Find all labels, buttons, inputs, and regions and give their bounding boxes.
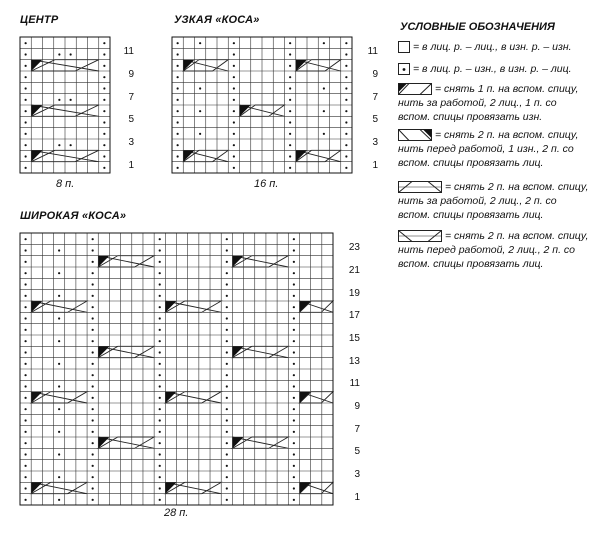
purl-dot	[345, 144, 347, 146]
purl-dot	[24, 306, 26, 308]
purl-dot	[289, 167, 291, 169]
purl-dot	[289, 65, 291, 67]
purl-dot	[92, 476, 94, 478]
legend-item-purl: = в лиц. р. – изн., в изн. р. – лиц.	[398, 62, 598, 76]
chart-grid-center	[19, 36, 111, 174]
legend-item-cross-2-2-front: = снять 2 п. на вспом. спицу, нить перед работой, 2 лиц., 2 п. со вспом. спицы провязать лиц.	[398, 230, 589, 270]
row-number: 9	[372, 69, 378, 80]
purl-dot	[226, 306, 228, 308]
purl-dot	[293, 442, 295, 444]
purl-dot	[24, 261, 26, 263]
purl-dot	[25, 144, 27, 146]
purl-dot	[92, 499, 94, 501]
purl-dot	[177, 144, 179, 146]
purl-dot	[345, 155, 347, 157]
purl-dot	[159, 431, 161, 433]
purl-dot	[24, 408, 26, 410]
purl-dot	[159, 272, 161, 274]
purl-dot	[92, 340, 94, 342]
purl-dot	[226, 453, 228, 455]
row-number: 11	[349, 378, 360, 390]
purl-dot	[103, 53, 105, 55]
purl-dot	[159, 351, 161, 353]
purl-dot	[24, 329, 26, 331]
purl-dot	[92, 385, 94, 387]
purl-dot	[289, 133, 291, 135]
purl-dot	[24, 283, 26, 285]
purl-dot	[177, 87, 179, 89]
row-number: 17	[348, 310, 360, 322]
purl-dot	[293, 385, 295, 387]
purl-dot	[92, 295, 94, 297]
purl-dot	[24, 465, 26, 467]
purl-dot	[58, 476, 60, 478]
purl-dot	[92, 453, 94, 455]
purl-dot	[226, 374, 228, 376]
purl-dot	[233, 53, 235, 55]
purl-dot	[233, 133, 235, 135]
purl-dot	[233, 167, 235, 169]
purl-dot	[289, 99, 291, 101]
purl-dot	[24, 487, 26, 489]
purl-dot	[25, 65, 27, 67]
purl-dot	[293, 374, 295, 376]
purl-dot	[92, 249, 94, 251]
purl-dot	[293, 431, 295, 433]
purl-dot	[58, 408, 60, 410]
stitch-count-wide-cable: 28 п.	[164, 507, 189, 519]
legend-item-cross-2-2-back: = снять 2 п. на вспом. спицу, нить за работой, 2 лиц., 2 п. со вспом. спицы провязать лиц.	[398, 181, 589, 221]
purl-dot	[24, 476, 26, 478]
cross-2-2-front-icon	[398, 230, 442, 242]
purl-dot	[289, 87, 291, 89]
cross-2-2-back-icon	[398, 181, 442, 193]
purl-dot	[25, 99, 27, 101]
purl-dot	[103, 110, 105, 112]
purl-dot	[159, 487, 161, 489]
purl-dot	[323, 110, 325, 112]
purl-dot	[177, 53, 179, 55]
stitch-count-center: 8 п.	[56, 178, 75, 190]
purl-dot	[289, 53, 291, 55]
row-labels-center	[112, 36, 134, 174]
row-number: 1	[372, 159, 378, 171]
cross-2-1-icon	[398, 129, 432, 141]
row-number: 15	[348, 333, 360, 344]
purl-dot	[58, 144, 60, 146]
purl-dot	[24, 397, 26, 399]
purl-dot	[226, 329, 228, 331]
purl-dot	[177, 133, 179, 135]
purl-dot	[226, 363, 228, 365]
purl-dot	[289, 121, 291, 123]
purl-dot	[58, 363, 60, 365]
purl-dot	[159, 419, 161, 421]
chart-title-center: ЦЕНТР	[20, 14, 59, 26]
purl-dot	[58, 295, 60, 297]
purl-dot	[159, 397, 161, 399]
purl-dot	[293, 283, 295, 285]
purl-dot	[177, 76, 179, 78]
purl-dot	[159, 408, 161, 410]
row-number: 11	[367, 46, 378, 58]
purl-dot	[58, 317, 60, 319]
purl-dot	[293, 351, 295, 353]
purl-dot	[103, 42, 105, 44]
purl-dot	[25, 121, 27, 123]
chart-grid-narrow-cable	[171, 36, 353, 174]
purl-dot	[293, 317, 295, 319]
purl-dot	[226, 238, 228, 240]
purl-dot	[233, 144, 235, 146]
purl-dot	[345, 76, 347, 78]
purl-dot	[58, 99, 60, 101]
purl-dot	[226, 340, 228, 342]
purl-dot	[25, 76, 27, 78]
purl-dot	[177, 42, 179, 44]
purl-dot	[177, 167, 179, 169]
purl-dot	[25, 110, 27, 112]
purl-dot	[177, 110, 179, 112]
purl-dot	[293, 295, 295, 297]
purl-dot	[92, 317, 94, 319]
row-number: 3	[128, 137, 134, 148]
purl-dot	[226, 351, 228, 353]
purl-dot	[293, 499, 295, 501]
row-number: 3	[354, 469, 360, 480]
legend-item-cross-2-1: = снять 2 п. на вспом. спицу, нить перед работой, 1 изн., 2 п. со вспом. спицы провязать лиц.	[398, 129, 579, 169]
purl-dot	[58, 453, 60, 455]
row-number: 5	[128, 114, 134, 126]
row-number: 9	[128, 69, 134, 80]
purl-dot	[103, 144, 105, 146]
purl-dot	[177, 121, 179, 123]
purl-dot	[345, 121, 347, 123]
row-number: 7	[354, 423, 360, 435]
purl-dot	[92, 261, 94, 263]
purl-dot	[289, 42, 291, 44]
purl-dot	[293, 465, 295, 467]
purl-dot	[24, 499, 26, 501]
purl-dot	[92, 419, 94, 421]
purl-dot	[92, 374, 94, 376]
purl-dot	[293, 306, 295, 308]
purl-dot	[226, 476, 228, 478]
purl-dot	[103, 155, 105, 157]
purl-dot	[24, 431, 26, 433]
purl-dot	[293, 340, 295, 342]
purl-dot	[58, 385, 60, 387]
purl-dot	[293, 419, 295, 421]
purl-dot	[24, 442, 26, 444]
purl-dot	[159, 306, 161, 308]
purl-dot	[24, 419, 26, 421]
stitch-count-narrow-cable: 16 п.	[254, 178, 279, 190]
purl-dot	[293, 453, 295, 455]
purl-dot	[24, 351, 26, 353]
purl-dot	[199, 87, 201, 89]
legend-item-cross-1-1: = снять 1 п. на вспом. спицу, нить за работой, 2 лиц., 1 п. со вспом. спицы провязать изн.	[398, 83, 579, 123]
purl-dot	[293, 249, 295, 251]
purl-dot	[70, 144, 72, 146]
purl-dot	[345, 87, 347, 89]
purl-dot	[323, 133, 325, 135]
purl-dot	[233, 65, 235, 67]
purl-dot	[293, 397, 295, 399]
row-number: 1	[128, 159, 134, 171]
chart-title-wide-cable: ШИРОКАЯ «КОСА»	[20, 210, 127, 222]
purl-dot	[159, 238, 161, 240]
purl-dot	[103, 133, 105, 135]
purl-dot	[24, 238, 26, 240]
dot-cell-icon	[398, 63, 410, 75]
purl-dot	[58, 340, 60, 342]
purl-dot	[103, 76, 105, 78]
purl-dot	[233, 42, 235, 44]
purl-dot	[103, 87, 105, 89]
row-number: 7	[128, 91, 134, 103]
purl-dot	[233, 76, 235, 78]
row-number: 21	[348, 265, 360, 276]
purl-dot	[177, 99, 179, 101]
row-number: 13	[348, 355, 360, 367]
row-labels-wide-cable	[338, 232, 360, 506]
purl-dot	[226, 431, 228, 433]
purl-dot	[233, 87, 235, 89]
purl-dot	[159, 374, 161, 376]
purl-dot	[233, 155, 235, 157]
purl-dot	[92, 442, 94, 444]
purl-dot	[24, 317, 26, 319]
purl-dot	[103, 99, 105, 101]
purl-dot	[70, 53, 72, 55]
purl-dot	[58, 499, 60, 501]
purl-dot	[289, 144, 291, 146]
cross-1-1-icon	[398, 83, 432, 95]
cable-crossings	[31, 256, 333, 494]
purl-dot	[293, 363, 295, 365]
purl-dot	[92, 283, 94, 285]
purl-dot	[159, 261, 161, 263]
purl-dot	[293, 487, 295, 489]
purl-dot	[226, 419, 228, 421]
legend-item-knit: = в лиц. р. – лиц., в изн. р. – изн.	[398, 40, 598, 54]
purl-dot	[24, 385, 26, 387]
purl-dot	[323, 42, 325, 44]
empty-cell-icon	[398, 41, 410, 53]
purl-dot	[92, 363, 94, 365]
purl-dot	[24, 363, 26, 365]
purl-dot	[159, 476, 161, 478]
purl-dot	[159, 283, 161, 285]
purl-dot	[293, 261, 295, 263]
purl-dot	[24, 374, 26, 376]
row-number: 19	[348, 287, 360, 299]
purl-dot	[58, 431, 60, 433]
purl-dot	[345, 167, 347, 169]
purl-dot	[92, 408, 94, 410]
purl-dot	[289, 76, 291, 78]
purl-dot	[159, 329, 161, 331]
chart-grid-wide-cable	[19, 232, 334, 506]
row-number: 9	[354, 401, 360, 412]
purl-dot	[25, 167, 27, 169]
purl-dot	[92, 431, 94, 433]
purl-dot	[159, 499, 161, 501]
purl-dot	[177, 65, 179, 67]
purl-dot	[226, 487, 228, 489]
purl-dot	[323, 87, 325, 89]
row-number: 3	[372, 137, 378, 148]
purl-dot	[25, 87, 27, 89]
purl-dot	[92, 272, 94, 274]
purl-dot	[92, 329, 94, 331]
purl-dot	[226, 261, 228, 263]
purl-dot	[226, 397, 228, 399]
purl-dot	[25, 133, 27, 135]
purl-dot	[159, 295, 161, 297]
purl-dot	[24, 340, 26, 342]
legend-title: УСЛОВНЫЕ ОБОЗНАЧЕНИЯ	[400, 21, 555, 33]
purl-dot	[289, 155, 291, 157]
row-number: 5	[372, 114, 378, 126]
purl-dot	[345, 99, 347, 101]
purl-dot	[58, 53, 60, 55]
purl-dot	[24, 272, 26, 274]
purl-dot	[70, 99, 72, 101]
purl-dot	[345, 53, 347, 55]
purl-dot	[233, 121, 235, 123]
purl-dot	[159, 317, 161, 319]
row-number: 23	[348, 242, 360, 254]
purl-dot	[58, 249, 60, 251]
purl-dot	[226, 272, 228, 274]
purl-dot	[92, 465, 94, 467]
purl-dot	[103, 121, 105, 123]
purl-dot	[345, 133, 347, 135]
purl-dot	[226, 499, 228, 501]
purl-dot	[25, 53, 27, 55]
purl-dot	[226, 385, 228, 387]
purl-dot	[159, 453, 161, 455]
purl-dot	[226, 442, 228, 444]
purl-dot	[92, 238, 94, 240]
purl-dot	[159, 340, 161, 342]
row-number: 11	[123, 46, 134, 58]
row-number: 5	[354, 446, 360, 458]
purl-dot	[233, 99, 235, 101]
purl-dot	[293, 476, 295, 478]
purl-dot	[289, 110, 291, 112]
purl-dot	[92, 397, 94, 399]
purl-dot	[177, 155, 179, 157]
purl-dot	[92, 487, 94, 489]
purl-dot	[159, 442, 161, 444]
row-labels-narrow-cable	[356, 36, 378, 174]
purl-dot	[199, 110, 201, 112]
row-number: 7	[372, 91, 378, 103]
purl-dot	[159, 363, 161, 365]
purl-dot	[24, 295, 26, 297]
purl-dot	[103, 65, 105, 67]
purl-dot	[226, 283, 228, 285]
purl-dot	[159, 465, 161, 467]
purl-dot	[24, 249, 26, 251]
purl-dot	[226, 295, 228, 297]
purl-dot	[25, 155, 27, 157]
purl-dot	[293, 408, 295, 410]
purl-dot	[233, 110, 235, 112]
purl-dot	[159, 249, 161, 251]
row-number: 1	[354, 491, 360, 503]
purl-dot	[92, 351, 94, 353]
purl-dot	[293, 272, 295, 274]
purl-dot	[92, 306, 94, 308]
purl-dot	[226, 465, 228, 467]
purl-dot	[226, 317, 228, 319]
purl-dot	[345, 65, 347, 67]
chart-title-narrow-cable: УЗКАЯ «КОСА»	[174, 14, 260, 26]
purl-dot	[345, 42, 347, 44]
purl-dot	[293, 329, 295, 331]
purl-dot	[24, 453, 26, 455]
purl-dot	[199, 133, 201, 135]
purl-dot	[199, 42, 201, 44]
purl-dot	[58, 272, 60, 274]
purl-dot	[25, 42, 27, 44]
purl-dot	[159, 385, 161, 387]
purl-dot	[103, 167, 105, 169]
purl-dot	[226, 408, 228, 410]
purl-dot	[345, 110, 347, 112]
purl-dot	[226, 249, 228, 251]
purl-dot	[293, 238, 295, 240]
grid-lines	[20, 233, 333, 505]
